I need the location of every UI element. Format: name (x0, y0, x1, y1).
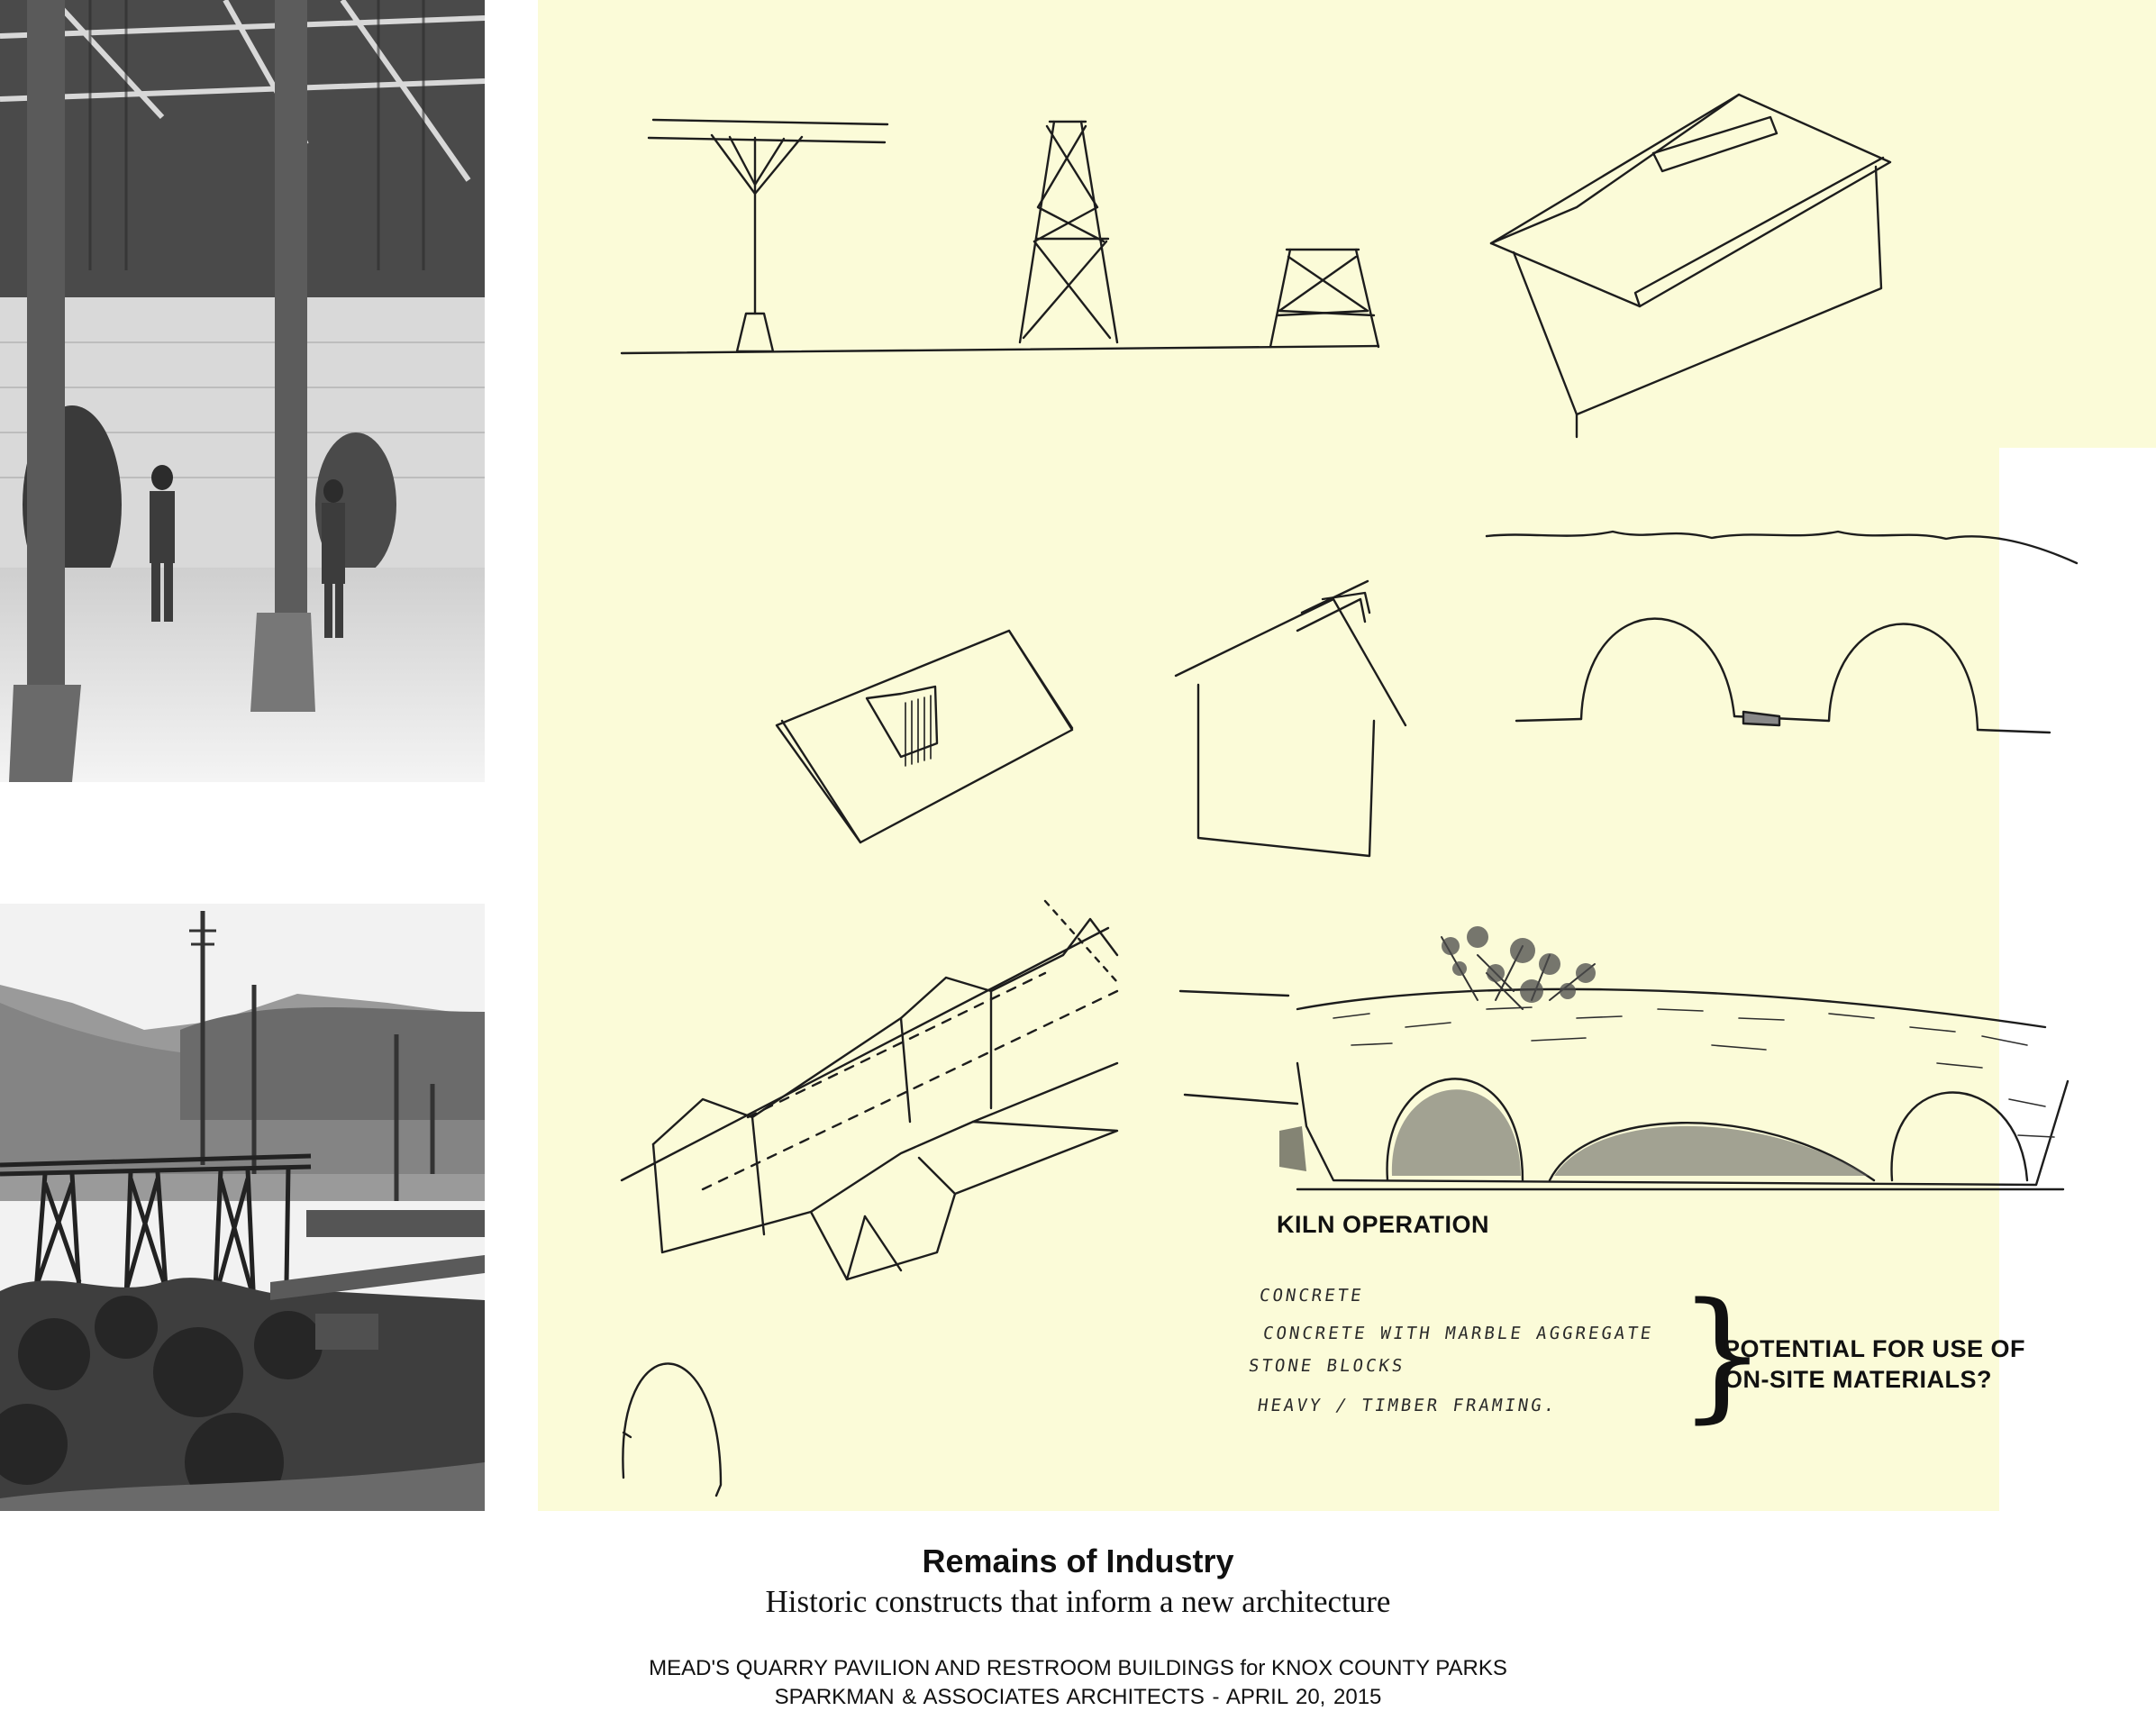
sketch-t-post (649, 120, 887, 351)
kiln-operation-label: KILN OPERATION (1277, 1211, 1489, 1238)
sketch-box-dormer (777, 631, 1072, 842)
sketch-barn-series (622, 901, 1117, 1279)
caption-project: MEAD'S QUARRY PAVILION AND RESTROOM BUILDINGS for KNOX COUNTY PARKS (649, 1656, 1507, 1680)
caption-subtitle: Historic constructs that inform a new architecture (765, 1584, 1391, 1619)
material-note-stone-blocks: STONE BLOCKS (1247, 1356, 1406, 1376)
sketch-shed-perspective (1491, 95, 1890, 437)
caption-firm: SPARKMAN & ASSOCIATES ARCHITECTS - APRIL 20, 2015 (774, 1685, 1382, 1709)
caption-title: Remains of Industry (922, 1543, 1234, 1579)
materials-question-line1: POTENTIAL FOR USE OF (1724, 1335, 2026, 1362)
sketch-arches (1516, 619, 2050, 733)
materials-brace: } (1678, 1272, 1768, 1436)
sketch-small-arch (623, 1363, 721, 1496)
sketch-tall-tower (1020, 122, 1117, 342)
materials-question-line2: ON-SITE MATERIALS? (1724, 1366, 1992, 1393)
sketch-short-stand (1270, 250, 1378, 347)
materials-question (1724, 1333, 2025, 1395)
sketch-gable-house (1176, 581, 1405, 856)
material-note-concrete-marble: CONCRETE WITH MARBLE AGGREGATE (1261, 1324, 1655, 1343)
material-note-concrete: CONCRETE (1258, 1286, 1366, 1306)
material-note-heavy-timber: HEAVY / TIMBER FRAMING. (1256, 1396, 1559, 1415)
